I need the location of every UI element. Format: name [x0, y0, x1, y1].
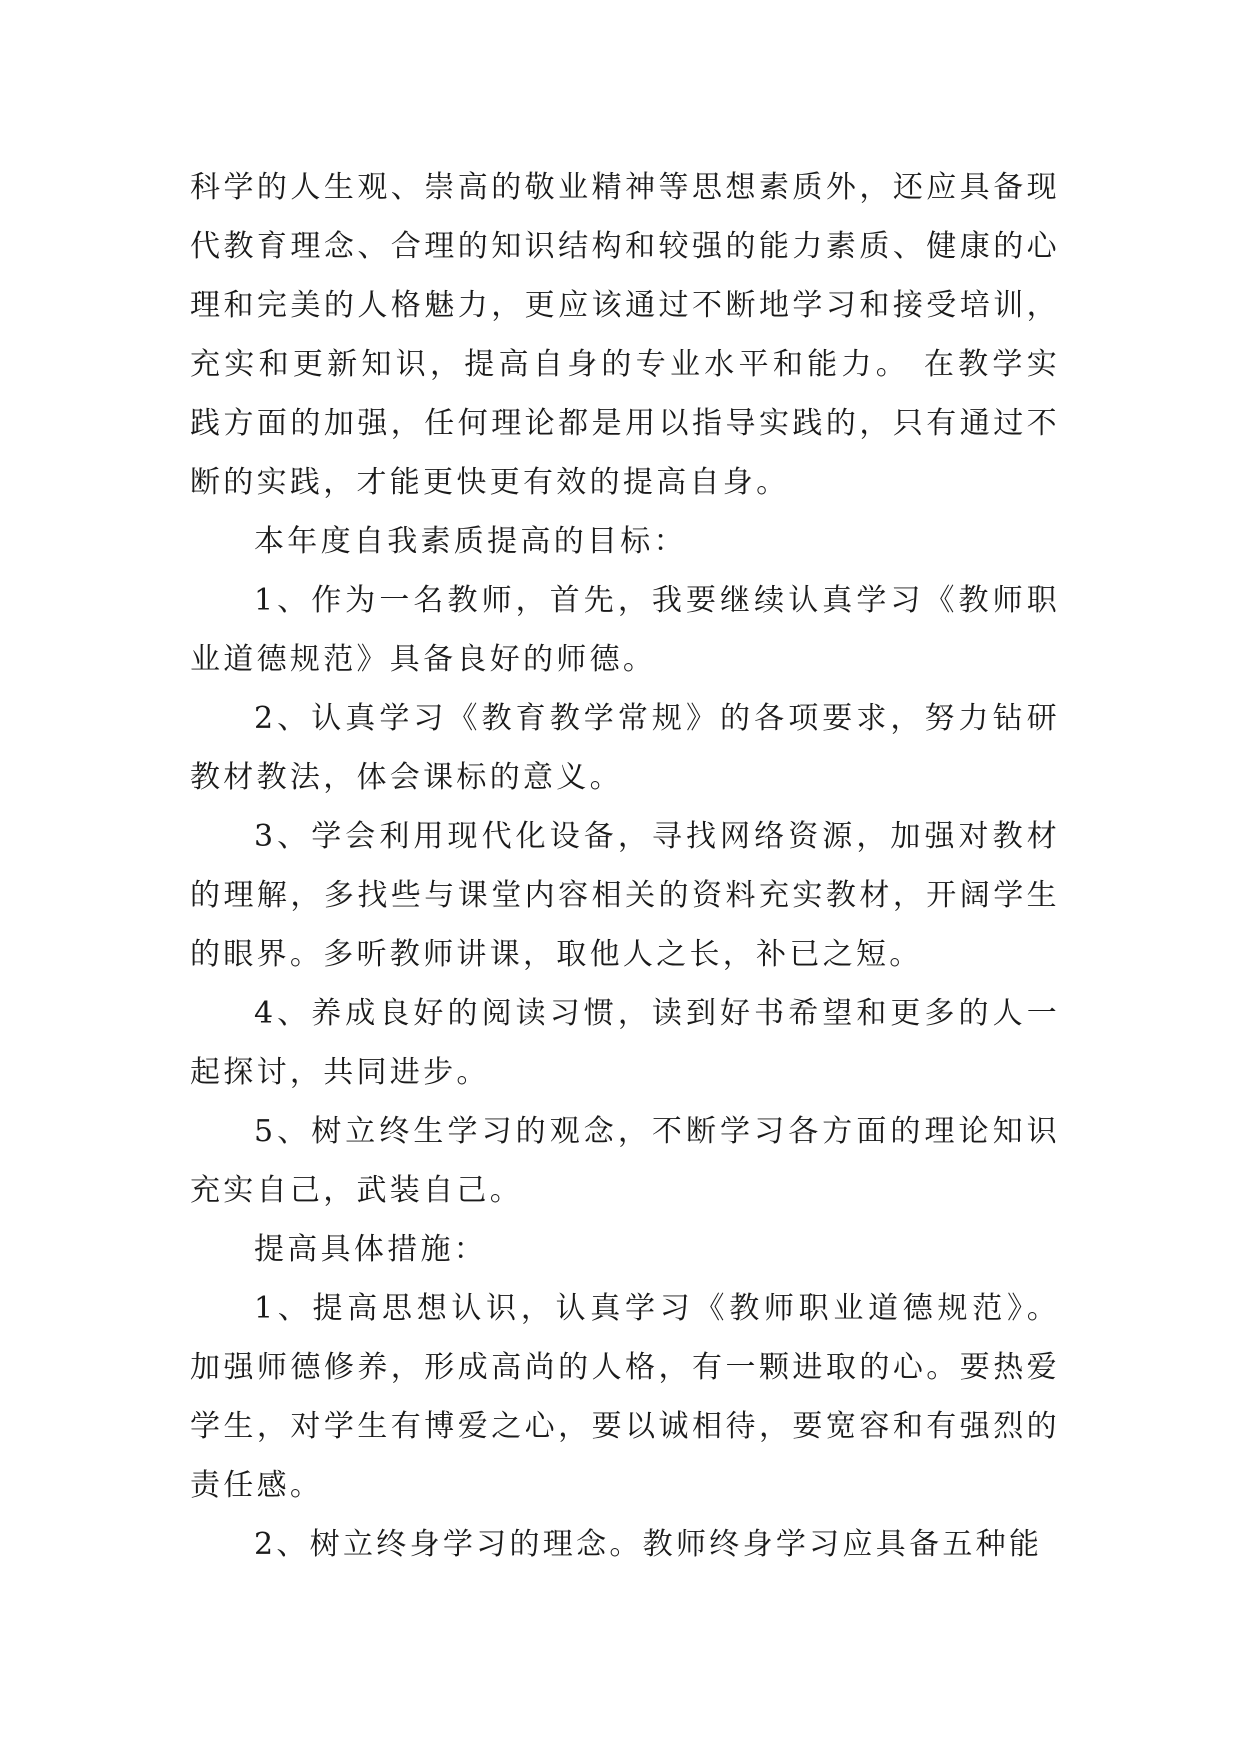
measure-item-2: 2、树立终身学习的理念。教师终身学习应具备五种能 — [254, 1527, 1043, 1562]
section-heading-measures: 提高具体措施： — [254, 1232, 488, 1267]
goal-item-5: 5、树立终生学习的观念，不断学习各方面的理论知识充实自己，武装自己。 — [190, 1114, 1060, 1208]
goal-item-2: 2、认真学习《教育教学常规》的各项要求，努力钻研教材教法，体会课标的意义。 — [190, 701, 1060, 795]
measure-item-1: 1、提高思想认识，认真学习《教师职业道德规范》。加强师德修养，形成高尚的人格，有一颗进取的心。要热爱学生，对学生有博爱之心，要以诚相待，要宽容和有强烈的责任感。 — [190, 1291, 1060, 1503]
goal-item-1: 1、作为一名教师，首先，我要继续认真学习《教师职业道德规范》具备良好的师德。 — [190, 583, 1060, 677]
section-heading-goals: 本年度自我素质提高的目标： — [254, 524, 687, 559]
document-body — [190, 158, 1060, 1574]
goal-item-3: 3、学会利用现代化设备，寻找网络资源，加强对教材的理解，多找些与课堂内容相关的资料充实教材，开阔学生的眼界。多听教师讲课，取他人之长，补已之短。 — [190, 819, 1060, 972]
paragraph-continuation: 科学的人生观、崇高的敬业精神等思想素质外，还应具备现代教育理念、合理的知识结构和较强的能力素质、健康的心理和完美的人格魅力，更应该通过不断地学习和接受培训，充实和更新知识，提高自身的专业水平和能力。 在教学实践方面的加强，任何理论都是用以指导实践的，只有通过不断的实践，才能更快更有效的提高自身。 — [190, 170, 1060, 500]
goal-item-4: 4、养成良好的阅读习惯，读到好书希望和更多的人一起探讨，共同进步。 — [190, 996, 1060, 1090]
